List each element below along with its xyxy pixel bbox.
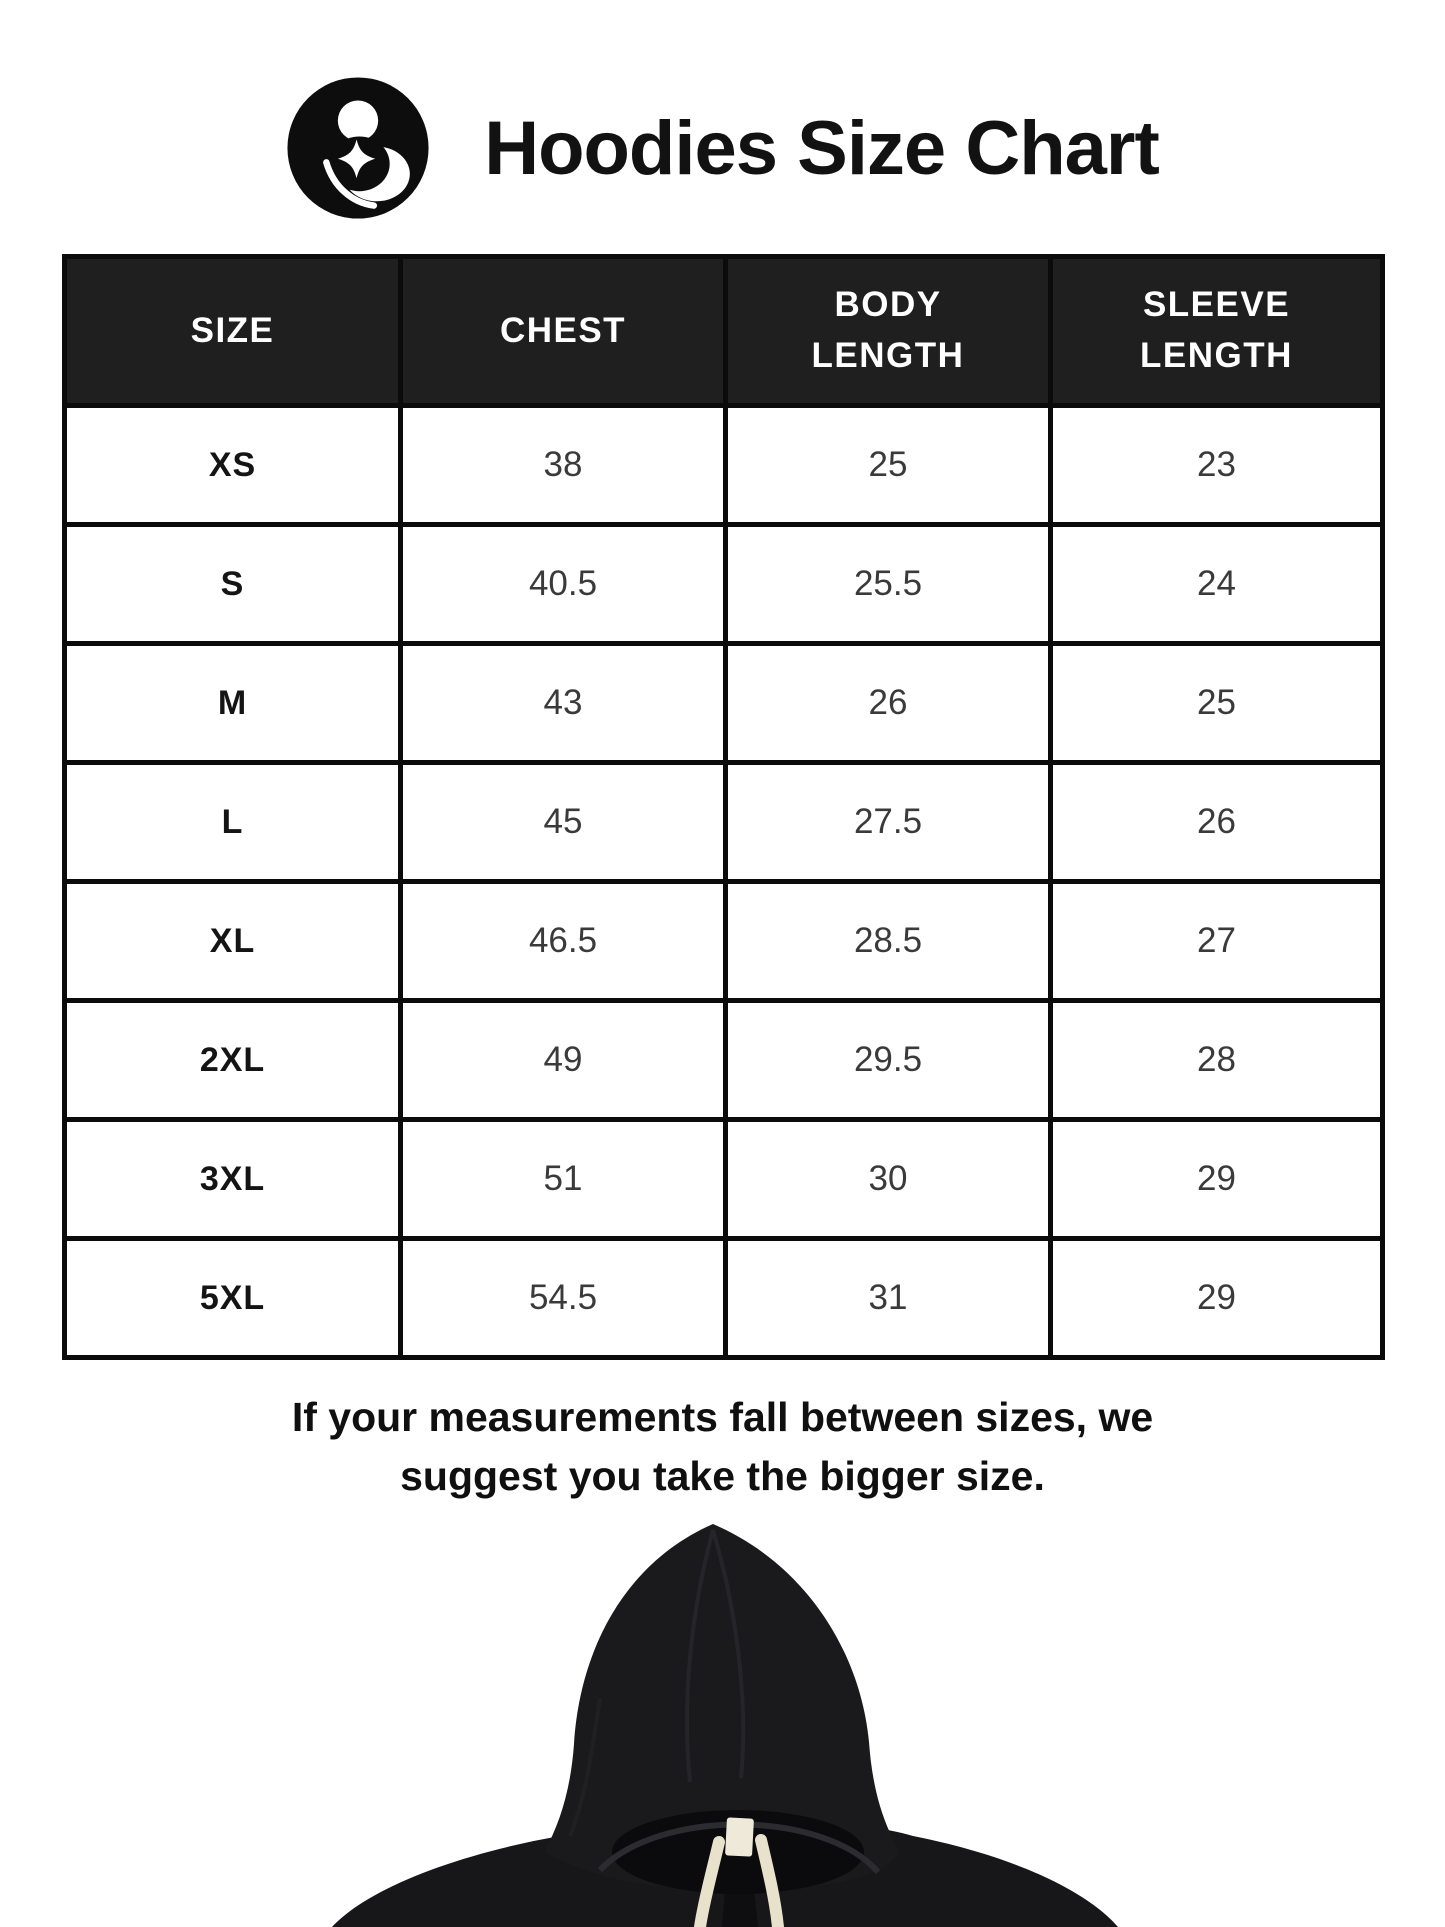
sleeve-length-cell: 29 [1051, 1239, 1383, 1358]
column-header-chest [401, 257, 726, 406]
size-cell: S [65, 525, 401, 644]
table-row [65, 406, 1383, 525]
column-header-sleeve-length [1051, 257, 1383, 406]
sleeve-length-cell: 24 [1051, 525, 1383, 644]
sleeve-length-cell: 27 [1051, 882, 1383, 1001]
sleeve-length-cell: 25 [1051, 644, 1383, 763]
sleeve-length-cell: 28 [1051, 1001, 1383, 1120]
table-header-row [65, 257, 1383, 406]
table-row [65, 1120, 1383, 1239]
body-length-cell: 26 [726, 644, 1051, 763]
sizing-note-line2: suggest you take the bigger size. [400, 1453, 1045, 1500]
size-cell: M [65, 644, 401, 763]
chest-cell: 49 [401, 1001, 726, 1120]
chest-cell: 46.5 [401, 882, 726, 1001]
size-cell: XS [65, 406, 401, 525]
body-length-cell: 31 [726, 1239, 1051, 1358]
body-length-cell: 25 [726, 406, 1051, 525]
chest-cell: 43 [401, 644, 726, 763]
body-length-cell: 28.5 [726, 882, 1051, 1001]
chest-cell: 45 [401, 763, 726, 882]
brand-logo [286, 76, 430, 220]
table-row [65, 1239, 1383, 1358]
table-row [65, 644, 1383, 763]
size-cell: XL [65, 882, 401, 1001]
body-length-cell: 30 [726, 1120, 1051, 1239]
brand-header [0, 76, 1445, 220]
column-header-body-length [726, 257, 1051, 406]
column-header-size-label: SIZE [190, 310, 275, 350]
chest-cell: 38 [401, 406, 726, 525]
size-cell: L [65, 763, 401, 882]
hoodie-photo [298, 1520, 1148, 1927]
column-header-size [65, 257, 401, 406]
table-row [65, 1001, 1383, 1120]
sleeve-length-cell: 26 [1051, 763, 1383, 882]
body-length-cell: 25.5 [726, 525, 1051, 644]
size-chart-table-container [62, 254, 1380, 1360]
sizing-note-line1: If your measurements fall between sizes, we [291, 1394, 1154, 1440]
sizing-note [0, 1388, 1445, 1507]
table-header [65, 257, 1383, 406]
table-row [65, 525, 1383, 644]
size-chart-table [62, 254, 1385, 1360]
sleeve-length-cell: 29 [1051, 1120, 1383, 1239]
column-header-body-length-label: BODY LENGTH [811, 285, 965, 375]
size-cell: 5XL [65, 1239, 401, 1358]
size-cell: 2XL [65, 1001, 401, 1120]
size-cell: 3XL [65, 1120, 401, 1239]
mother-and-child-logo-graphic [286, 76, 430, 220]
column-header-chest-label: CHEST [499, 310, 627, 350]
page-title: Hoodies Size Chart [484, 105, 1159, 191]
sleeve-length-cell: 23 [1051, 406, 1383, 525]
body-length-cell: 27.5 [726, 763, 1051, 882]
body-length-cell: 29.5 [726, 1001, 1051, 1120]
hoodie-illustration [298, 1520, 1148, 1927]
table-row [65, 763, 1383, 882]
table-body [65, 406, 1383, 1358]
table-row [65, 882, 1383, 1001]
chest-cell: 51 [401, 1120, 726, 1239]
column-header-sleeve-length-label: SLEEVE LENGTH [1140, 285, 1293, 375]
chest-cell: 54.5 [401, 1239, 726, 1358]
chest-cell: 40.5 [401, 525, 726, 644]
